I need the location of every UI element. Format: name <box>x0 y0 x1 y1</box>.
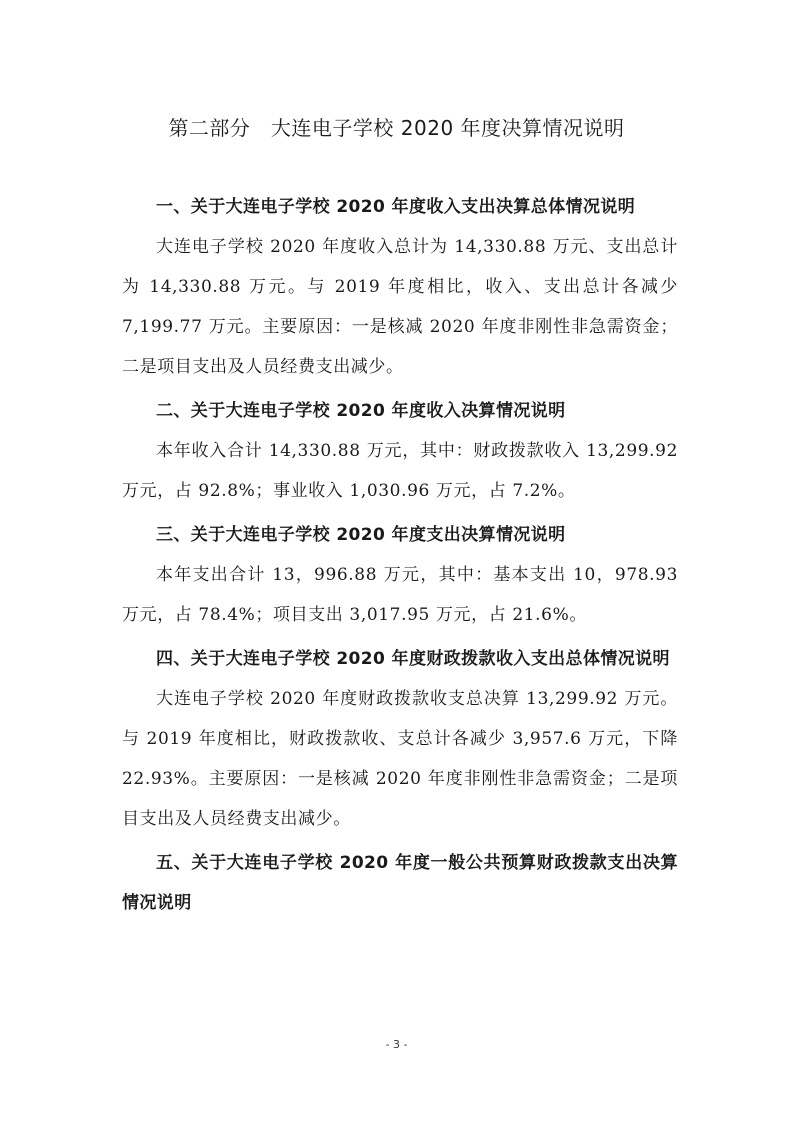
section-body-4: 大连电子学校 2020 年度财政拨款收支总决算 13,299.92 万元。与 2019 年度相比，财政拨款收、支总计各减少 3,957.6 万元，下降 22.93%。主要原因：一是核减 2020 年度非刚性非急需资金；二是项目支出及人员经费支出减少。 <box>122 689 678 829</box>
section-heading-5: 五、关于大连电子学校 2020 年度一般公共预算财政拨款支出决算情况说明 <box>122 853 678 913</box>
section-heading-2: 二、关于大连电子学校 2020 年度收入决算情况说明 <box>156 401 566 421</box>
document-title: 第二部分 大连电子学校 2020 年度决算情况说明 <box>168 116 625 140</box>
document-body <box>122 187 678 923</box>
section-body-1: 大连电子学校 2020 年度收入总计为 14,330.88 万元、支出总计为 14,330.88 万元。与 2019 年度相比，收入、支出总计各减少 7,199.77 万元。主要原因：一是核减 2020 年度非刚性非急需资金；二是项目支出及人员经费支出减少。 <box>122 237 678 377</box>
section-body-2: 本年收入合计 14,330.88 万元，其中：财政拨款收入 13,299.92 万元，占 92.8%；事业收入 1,030.96 万元，占 7.2%。 <box>122 441 678 501</box>
page-number: - 3 - <box>385 1038 408 1051</box>
section-heading-4: 四、关于大连电子学校 2020 年度财政拨款收入支出总体情况说明 <box>156 649 670 669</box>
section-heading-3: 三、关于大连电子学校 2020 年度支出决算情况说明 <box>156 525 566 545</box>
section-body-3: 本年支出合计 13，996.88 万元，其中：基本支出 10，978.93 万元，占 78.4%；项目支出 3,017.95 万元，占 21.6%。 <box>122 565 678 625</box>
section-heading-1: 一、关于大连电子学校 2020 年度收入支出决算总体情况说明 <box>156 197 636 217</box>
